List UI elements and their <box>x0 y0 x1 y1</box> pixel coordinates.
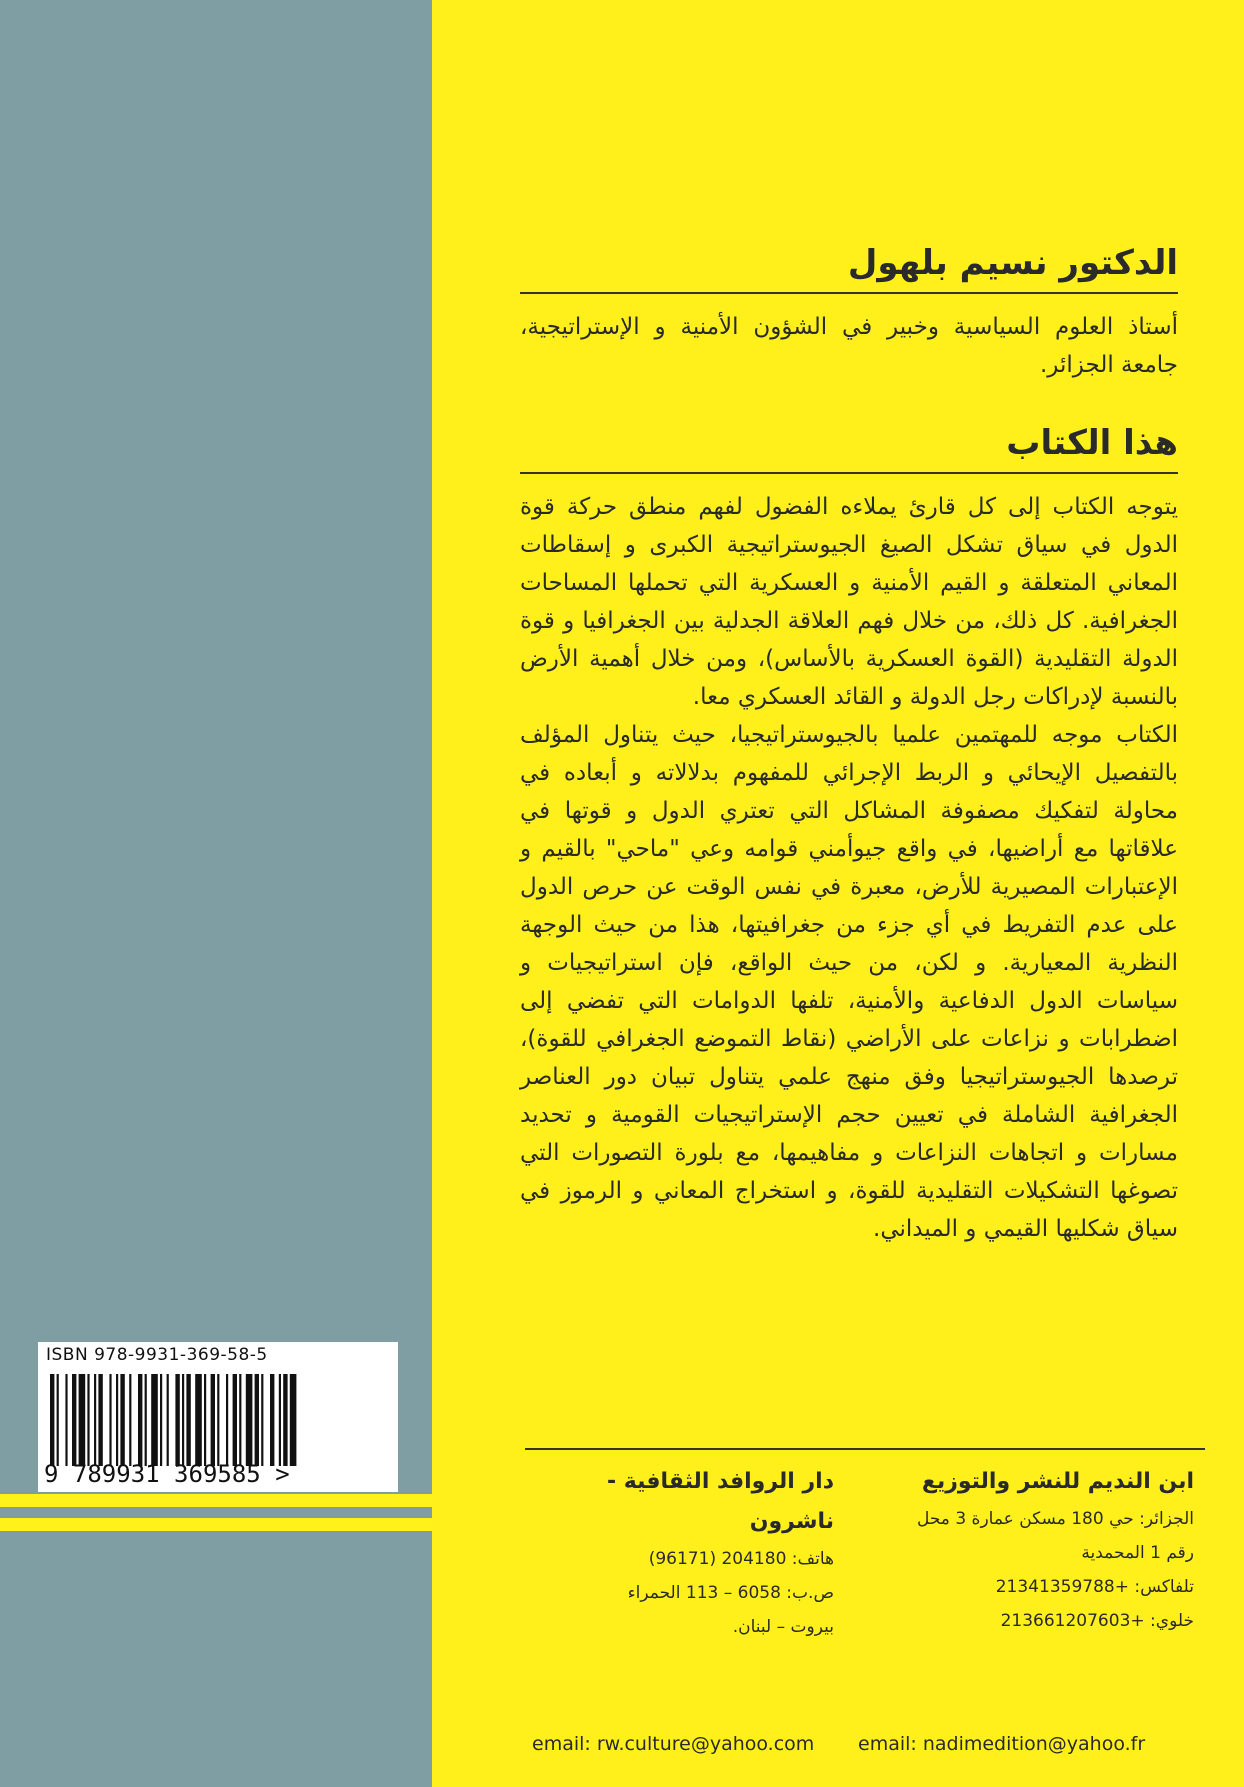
author-name: الدكتور نسيم بلهول <box>847 243 1178 283</box>
barcode-bar <box>195 1374 202 1466</box>
barcode-bar <box>57 1374 59 1466</box>
barcode-bar <box>233 1374 237 1466</box>
isbn-barcode <box>38 1342 398 1492</box>
isbn-digits: 9 789931 369585 > <box>44 1460 290 1488</box>
isbn-label: ISBN 978-9931-369-58-5 <box>46 1345 268 1365</box>
barcode-bar <box>151 1374 158 1466</box>
barcode-bar <box>186 1374 190 1466</box>
left-band-bottom <box>0 1518 432 1531</box>
barcode-bar <box>211 1374 215 1466</box>
barcode-bar <box>239 1374 241 1466</box>
barcode-bar <box>138 1374 142 1466</box>
publisher-right-fax: تلفاكس: +21341359788 <box>995 1577 1194 1597</box>
barcode-bar <box>109 1374 111 1466</box>
book-paragraph-2: الكتاب موجه للمهتمين علميا بالجيوستراتيجيا، حيث يتناول المؤلف بالتفصيل الإيحائي و الربط الإجرائي للمفهوم بدلالاته و أبعاده في محاولة لتفكيك مصفوفة المشاكل التي تعتري الدول و قوتها في علاقاتها مع أراضيها، في واقع جيوأمني قوامه وعي "ماحي" بالقيم و الإعتبارات المصيرية للأرض، معبرة في نفس الوقت عن حرص الدول على عدم التفريط في أي جزء من جغرافيتها، هذا من حيث الوجهة النظرية المعيارية. و لكن، من حيث الواقع، فإن استراتيجيات و سياسات الدول الدفاعية والأمنية، تلفها الدوامات التي تفضي إلى اضطرابات و نزاعات على الأراضي (نقاط التموضع الجغرافي للقوة)، ترصدها الجيوستراتيجيا وفق منهج علمي يتناول تبيان دور العناصر الجغرافية الشاملة في تعيين حجم الإستراتيجيات القومية و تحديد مسارات و اتجاهات النزاعات و مفاهيمها، مع بلورة التصورات التي تصوغها التشكيلات التقليدية للقوة، و استخراج المعاني و الرموز في سياق شكليها القيمي و الميداني. <box>520 722 1178 1242</box>
barcode-bar <box>116 1374 118 1466</box>
barcode-bar <box>94 1374 96 1466</box>
barcode-bar <box>145 1374 147 1466</box>
barcode-bar <box>65 1374 67 1466</box>
publisher-right-mobile: خلوي: +213661207603 <box>1000 1611 1194 1631</box>
publisher-left-pobox: ص.ب: 6058 – 113 الحمراء <box>627 1583 834 1603</box>
barcode-bar <box>98 1374 102 1466</box>
barcode-bar <box>50 1374 54 1466</box>
barcode-bar <box>160 1374 162 1466</box>
author-divider <box>520 292 1178 294</box>
publisher-right-address-2: رقم 1 المحمدية <box>1081 1543 1194 1563</box>
barcode-bar <box>79 1374 86 1466</box>
author-bio: أستاذ العلوم السياسية وخبير في الشؤون الأمنية و الإستراتيجية، جامعة الجزائر. <box>520 314 1178 378</box>
book-heading: هذا الكتاب <box>1006 423 1178 463</box>
publisher-left-email[interactable]: email: rw.culture@yahoo.com <box>532 1733 815 1755</box>
publisher-left-title: دار الروافد الثقافية - ناشرون <box>606 1469 834 1534</box>
back-cover-text <box>520 240 1178 1248</box>
book-divider <box>520 472 1178 474</box>
barcode-bar <box>129 1374 131 1466</box>
book-paragraph-1: يتوجه الكتاب إلى كل قارئ يملاءه الفضول لفهم منطق حركة قوة الدول في سياق تشكل الصيغ الجيوستراتيجية الكبرى و إسقاطات المعاني المتعلقة و القيم الأمنية و العسكرية التي تحملها المساحات الجغرافية. كل ذلك، من خلال فهم العلاقة الجدلية بين الجغرافيا و قوة الدولة التقليدية (القوة العسكرية بالأساس)، ومن خلال أهمية الأرض بالنسبة لإدراكات رجل الدولة و القائد العسكري معا. <box>520 494 1178 710</box>
barcode-bar <box>283 1374 287 1466</box>
barcode-bar <box>182 1374 184 1466</box>
barcode-bar <box>226 1374 228 1466</box>
barcode-bar <box>279 1374 281 1466</box>
barcode-bar <box>290 1374 297 1466</box>
barcode-bar <box>167 1374 169 1466</box>
barcode-bar <box>87 1374 89 1466</box>
barcode-bar <box>255 1374 259 1466</box>
barcode-bar <box>204 1374 206 1466</box>
barcode-bar <box>72 1374 76 1466</box>
left-band-top <box>0 1494 432 1507</box>
publisher-left-phone: هاتف: 204180 (96171) <box>648 1549 834 1569</box>
publisher-ibn-nadim <box>844 1462 1194 1638</box>
barcode-bar <box>270 1374 274 1466</box>
barcode-bars <box>50 1374 368 1466</box>
publisher-right-email[interactable]: email: nadimedition@yahoo.fr <box>858 1733 1146 1755</box>
barcode-bar <box>246 1374 253 1466</box>
barcode-bar <box>217 1374 219 1466</box>
publisher-left-city: بيروت – لبنان. <box>732 1617 834 1637</box>
footer-divider <box>525 1448 1205 1450</box>
publisher-right-address-1: الجزائر: حي 180 مسكن عمارة 3 محل <box>916 1509 1194 1529</box>
publisher-rawafed <box>524 1462 834 1644</box>
barcode-bar <box>120 1374 124 1466</box>
barcode-bar <box>261 1374 263 1466</box>
publisher-right-title: ابن النديم للنشر والتوزيع <box>921 1469 1194 1494</box>
barcode-bar <box>175 1374 179 1466</box>
